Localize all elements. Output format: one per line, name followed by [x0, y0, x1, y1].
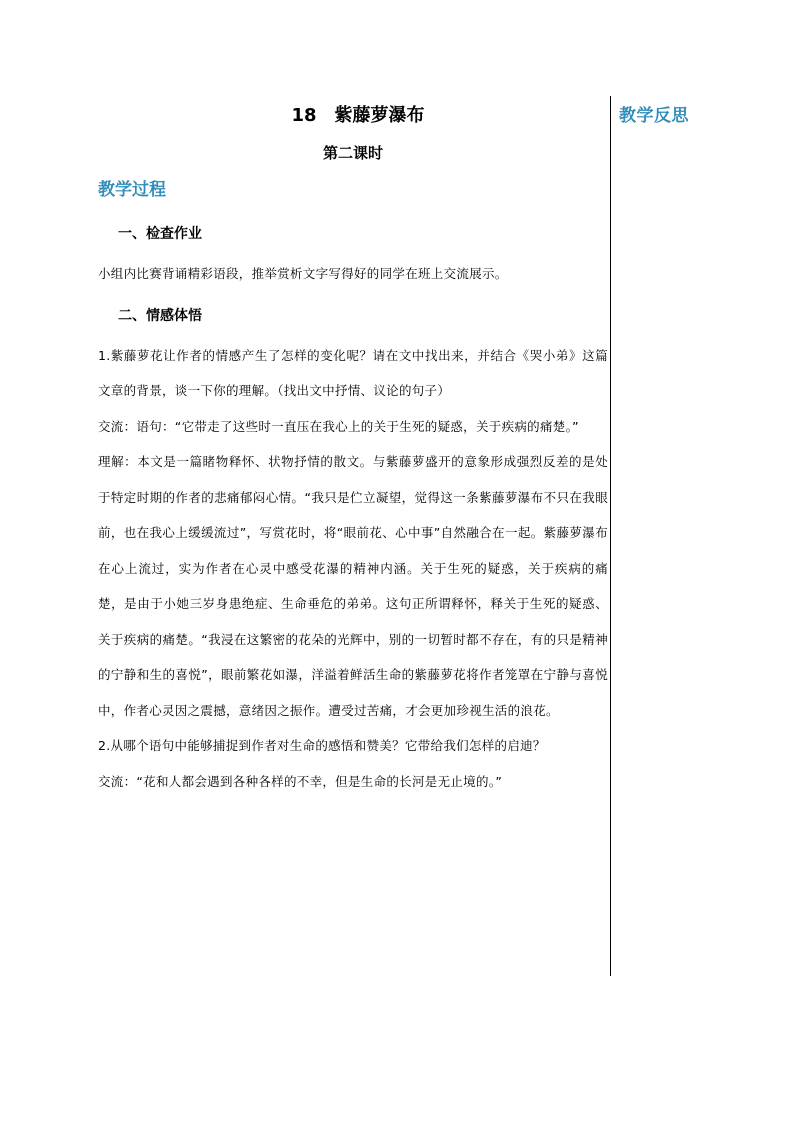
- section-2-heading: 二、情感体悟: [118, 307, 202, 324]
- lesson-number: 18: [291, 105, 317, 126]
- lesson-period: 第二课时: [322, 144, 383, 162]
- question-2-exchange: 交流：“花和人都会遇到各种各样的不幸，但是生命的长河是无止境的。”: [98, 773, 503, 789]
- column-divider: [610, 96, 611, 976]
- question-2: 2.从哪个语句中能够捕捉到作者对生命的感悟和赞美？它带给我们怎样的启迪？: [98, 738, 546, 753]
- question-1: 1.紫藤萝花让作者的情感产生了怎样的变化呢？请在文中找出来，并结合《哭小弟》这篇文章的背景，谈一下你的理解。（找出文中抒情、议论的句子）: [98, 347, 608, 398]
- lesson-plan-main: [98, 96, 608, 799]
- section-1-heading: 一、检查作业: [118, 226, 202, 242]
- reflection-heading: 教学反思: [619, 106, 689, 126]
- section-1-text: 小组内比赛背诵精彩语段，推举赏析文字写得好的同学在班上交流展示。: [98, 266, 508, 281]
- lesson-name: 紫藤萝瀑布: [334, 105, 425, 126]
- process-heading: 教学过程: [98, 180, 166, 200]
- reflection-column: [619, 104, 779, 128]
- question-1-understanding: 理解：本文是一篇睹物释怀、状物抒情的散文。与紫藤萝盛开的意象形成强烈反差的是处于特定时期的作者的悲痛郁闷心情。“我只是伫立凝望，觉得这一条紫藤萝瀑布不只在我眼前，也在我心上缓缓流过”，写赏花时，将“眼前花、心中事”自然融合在一起。紫藤萝瀑布在心上流过，实为作者在心灵中感受花瀑的精神内涵。关于生死的疑惑，关于疾病的痛楚，是由于小她三岁身患绝症、生命垂危的弟弟。这句正所谓释怀，释关于生死的疑惑、关于疾病的痛楚。“我浸在这繁密的花朵的光辉中，别的一切暂时都不存在，有的只是精神的宁静和生的喜悦”，眼前繁花如瀑，洋溢着鲜活生命的紫藤萝花将作者笼罩在宁静与喜悦中，作者心灵因之震撼，意绪因之振作。遭受过苦痛，才会更加珍视生活的浪花。: [98, 454, 608, 718]
- lesson-title: [98, 104, 608, 128]
- question-1-exchange: 交流：语句：“它带走了这些时一直压在我心上的关于生死的疑惑，关于疾病的痛楚。”: [98, 418, 579, 434]
